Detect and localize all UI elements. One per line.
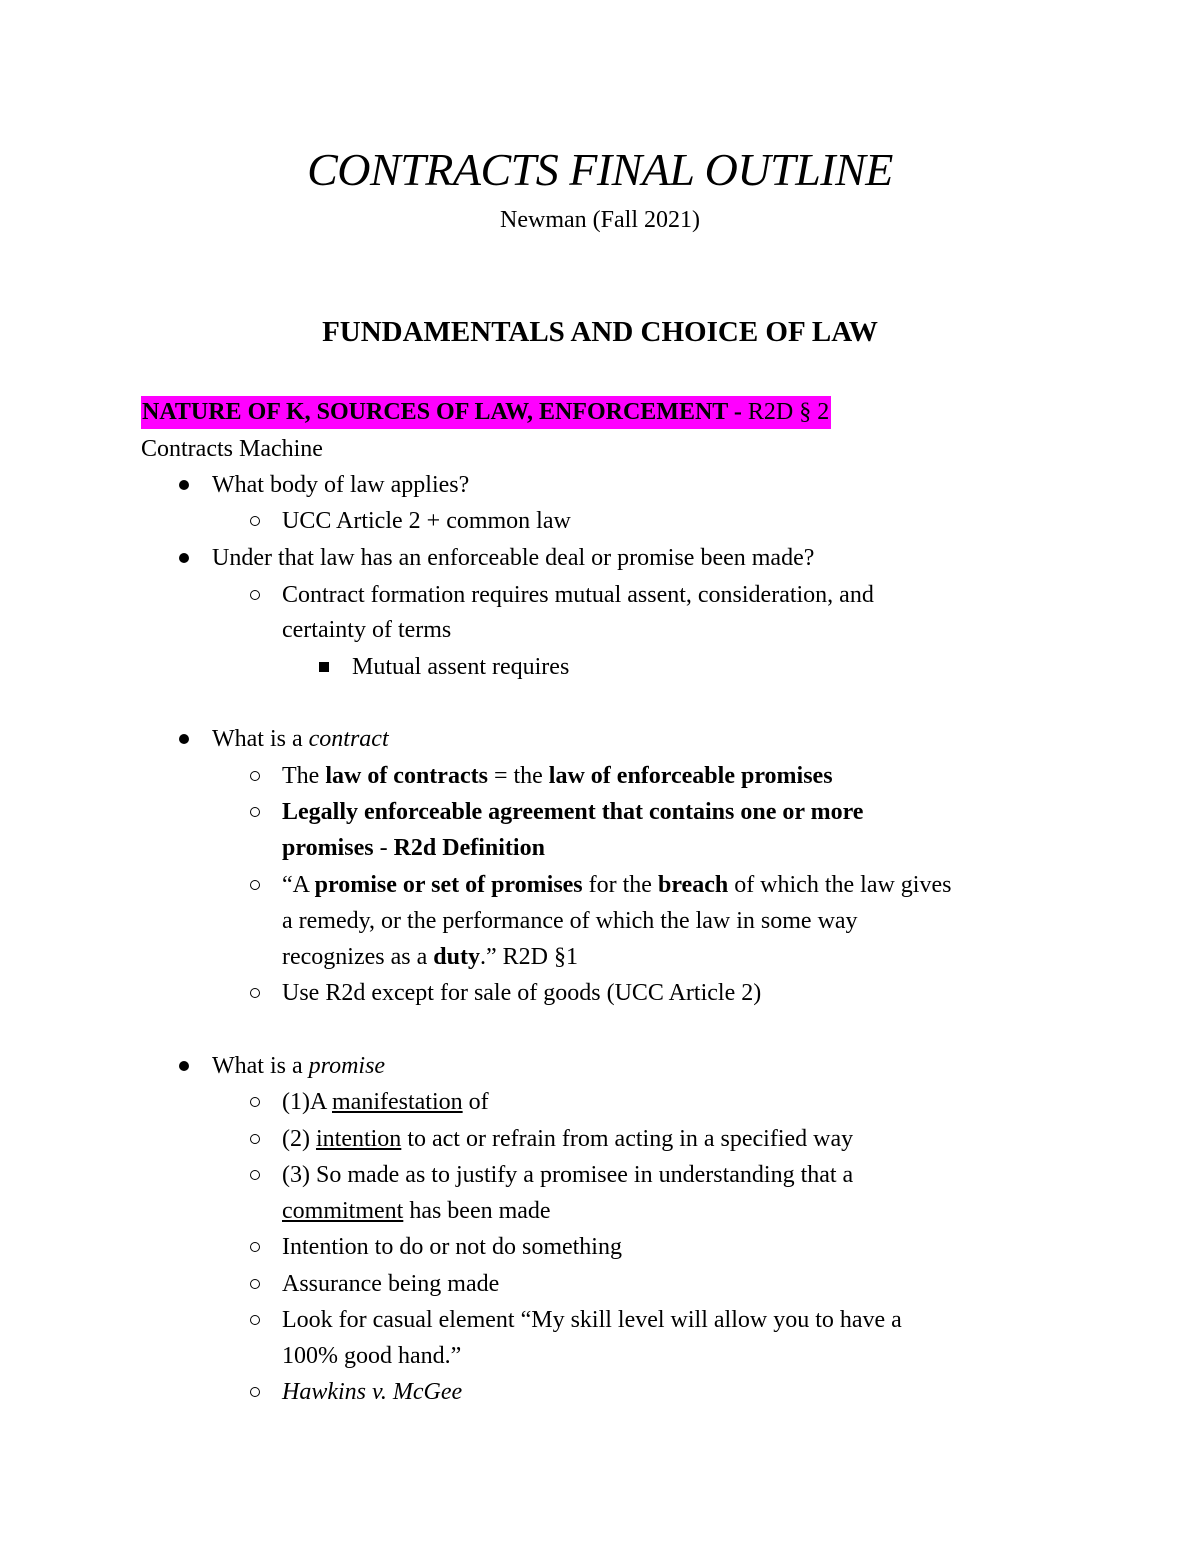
bullet-ring-icon: [245, 505, 265, 537]
item-bold: promises: [282, 835, 374, 861]
outline-item: Under that law has an enforceable deal or promise been made?: [212, 545, 815, 571]
bullet-dot-icon: [174, 542, 194, 574]
case-citation: Hawkins v. McGee: [282, 1379, 463, 1405]
outline-item-continued: [282, 941, 578, 973]
outline-item: UCC Article 2 + common law: [282, 508, 571, 534]
item-bold: duty: [433, 944, 480, 970]
highlighted-subheading: [141, 396, 831, 429]
item-term: promise: [308, 1053, 386, 1079]
outline-item: What body of law applies?: [212, 472, 470, 498]
outline-item: Use R2d except for sale of goods (UCC Article 2): [282, 980, 762, 1006]
contracts-machine-label: Contracts Machine: [141, 436, 323, 462]
outline-item: [282, 796, 863, 828]
item-term: contract: [308, 726, 389, 752]
outline-item-continued: [282, 1195, 551, 1227]
bullet-ring-icon: [245, 760, 265, 792]
outline-item: Look for casual element “My skill level will allow you to have a: [282, 1307, 902, 1333]
document-title: CONTRACTS FINAL OUTLINE: [307, 144, 893, 195]
bullet-dot-icon: [174, 1050, 194, 1082]
bullet-ring-icon: [245, 869, 265, 901]
outline-item: Contract formation requires mutual assent, consideration, and: [282, 582, 874, 608]
outline-item: [212, 723, 389, 755]
outline-item-continued: 100% good hand.”: [282, 1343, 462, 1369]
bullet-ring-icon: [245, 796, 265, 828]
subheading-citation: R2D § 2: [747, 399, 830, 425]
outline-item-continued: certainty of terms: [282, 617, 452, 643]
outline-item: [282, 1123, 853, 1155]
item-text: to act or refrain from acting in a specified way: [401, 1126, 854, 1152]
item-text: (2): [282, 1126, 316, 1152]
item-text: What is a: [212, 726, 309, 752]
outline-item: [282, 1376, 462, 1408]
bullet-ring-icon: [245, 1304, 265, 1336]
outline-item-continued: a remedy, or the performance of which the law in some way: [282, 908, 858, 934]
item-text: “A: [282, 872, 315, 898]
bullet-ring-icon: [245, 1123, 265, 1155]
item-text: recognizes as a: [282, 944, 434, 970]
item-text: .” R2D §1: [479, 944, 578, 970]
item-underlined: intention: [315, 1126, 402, 1152]
item-bold: law of enforceable promises: [548, 763, 833, 789]
outline-item: Intention to do or not do something: [282, 1234, 622, 1260]
item-text: (1)A: [282, 1089, 332, 1115]
item-bold: Legally enforceable agreement that contains one or more: [282, 799, 864, 825]
item-text: has been made: [403, 1198, 551, 1224]
outline-item: Mutual assent requires: [352, 654, 570, 680]
item-text: -: [373, 835, 394, 861]
subheading-bold-text: NATURE OF K, SOURCES OF LAW, ENFORCEMENT -: [142, 399, 748, 425]
bullet-ring-icon: [245, 1268, 265, 1300]
document-subtitle: Newman (Fall 2021): [500, 207, 700, 233]
bullet-ring-icon: [245, 977, 265, 1009]
item-text: The: [282, 763, 326, 789]
bullet-square-icon: [314, 651, 334, 683]
bullet-ring-icon: [245, 579, 265, 611]
item-text: What is a: [212, 1053, 309, 1079]
bullet-ring-icon: [245, 1159, 265, 1191]
bullet-dot-icon: [174, 469, 194, 501]
item-underlined: manifestation: [332, 1089, 463, 1115]
section-heading: FUNDAMENTALS AND CHOICE OF LAW: [322, 316, 878, 348]
outline-item: [282, 1086, 489, 1118]
item-bold: law of contracts: [325, 763, 488, 789]
outline-item-continued: [282, 832, 545, 864]
item-text: of which the law gives: [728, 872, 952, 898]
item-bold: promise or set of promises: [314, 872, 583, 898]
item-underlined: commitment: [282, 1198, 404, 1224]
item-text: of: [462, 1089, 489, 1115]
bullet-ring-icon: [245, 1231, 265, 1263]
bullet-ring-icon: [245, 1376, 265, 1408]
bullet-ring-icon: [245, 1086, 265, 1118]
outline-item: (3) So made as to justify a promisee in understanding that a: [282, 1162, 854, 1188]
item-text: for the: [582, 872, 658, 898]
outline-item: Assurance being made: [282, 1271, 500, 1297]
outline-item: [212, 1050, 385, 1082]
item-bold: R2d Definition: [393, 835, 545, 861]
outline-item: [282, 760, 833, 792]
bullet-dot-icon: [174, 723, 194, 755]
item-bold: breach: [657, 872, 729, 898]
outline-item: [282, 869, 951, 901]
item-text: = the: [487, 763, 549, 789]
